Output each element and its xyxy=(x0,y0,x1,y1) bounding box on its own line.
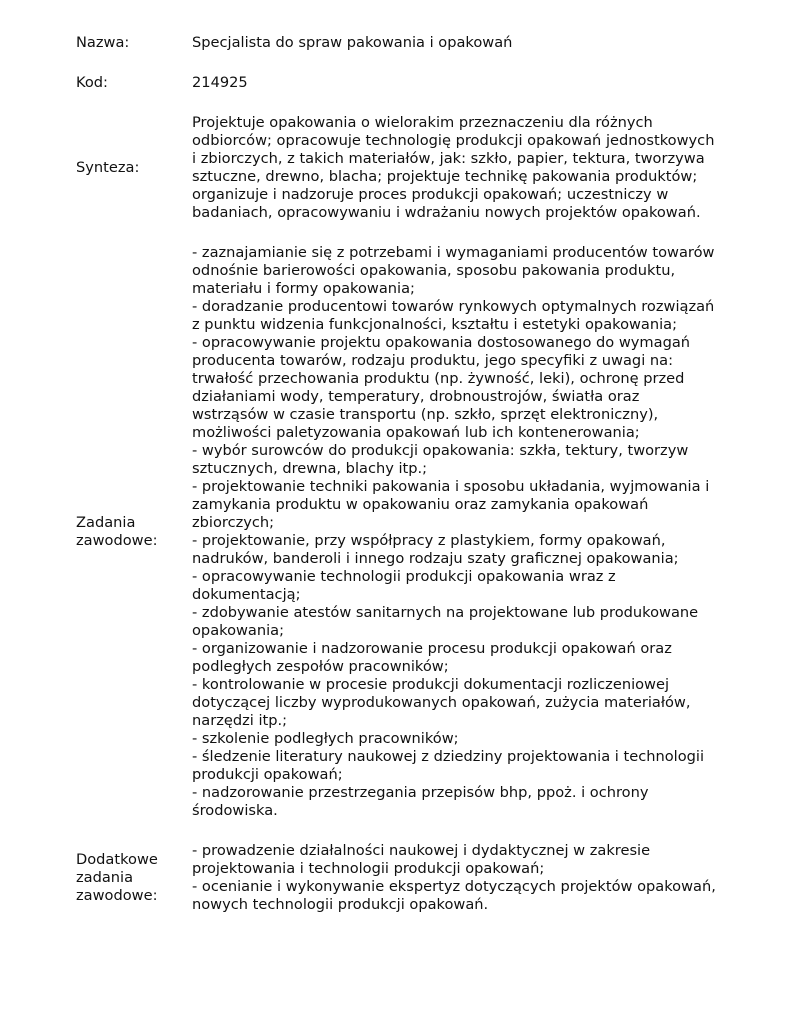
label-dodatkowe-line: zawodowe: xyxy=(76,887,158,904)
spacer xyxy=(192,92,760,114)
zadania-line: producenta towarów, rodzaju produktu, jego specyfiki z uwagi na: xyxy=(192,352,673,369)
zadania-line: z punktu widzenia funkcjonalności, kształtu i estetyki opakowania; xyxy=(192,316,678,333)
label-dodatkowe-line: zadania xyxy=(76,869,134,886)
label-dodatkowe xyxy=(70,842,192,914)
zadania-line: dotyczącej liczby wyprodukowanych opakowań, zużycia materiałów, xyxy=(192,694,691,711)
zadania-line: - zaznajamianie się z potrzebami i wymaganiami producentów towarów xyxy=(192,244,715,261)
zadania-line: produkcji opakowań; xyxy=(192,766,343,783)
zadania-line: - organizowanie i nadzorowanie procesu produkcji opakowań oraz xyxy=(192,640,672,657)
value-dodatkowe xyxy=(192,842,760,914)
zadania-line: środowiska. xyxy=(192,802,278,819)
spacer xyxy=(70,52,192,74)
value-zadania xyxy=(192,244,760,820)
row-synteza xyxy=(70,114,760,222)
zadania-line: - opracowywanie projektu opakowania dostosowanego do wymagań xyxy=(192,334,691,351)
value-kod: 214925 xyxy=(192,74,248,91)
zadania-line: - szkolenie podległych pracowników; xyxy=(192,730,459,747)
spacer xyxy=(70,820,192,842)
dodatkowe-line: - prowadzenie działalności naukowej i dydaktycznej w zakresie xyxy=(192,842,651,859)
zadania-line: - doradzanie producentowi towarów rynkowych optymalnych rozwiązań xyxy=(192,298,715,315)
zadania-line: możliwości paletyzowania opakowań lub ich kontenerowania; xyxy=(192,424,640,441)
spacer xyxy=(192,52,760,74)
zadania-line: - wybór surowców do produkcji opakowania: szkła, tektury, tworzyw xyxy=(192,442,689,459)
label-nazwa: Nazwa: xyxy=(76,34,130,51)
zadania-line: - opracowywanie technologii produkcji opakowania wraz z xyxy=(192,568,616,585)
zadania-line: - kontrolowanie w procesie produkcji dokumentacji rozliczeniowej xyxy=(192,676,670,693)
synteza-line: odbiorców; opracowuje technologię produkcji opakowań jednostkowych xyxy=(192,132,715,149)
zadania-line: - zdobywanie atestów sanitarnych na projektowane lub produkowane xyxy=(192,604,699,621)
zadania-line: narzędzi itp.; xyxy=(192,712,288,729)
row-nazwa xyxy=(70,34,760,52)
row-zadania xyxy=(70,244,760,820)
dodatkowe-line: - ocenianie i wykonywanie ekspertyz dotyczących projektów opakowań, xyxy=(192,878,716,895)
zadania-line: materiału i formy opakowania; xyxy=(192,280,415,297)
value-synteza xyxy=(192,114,760,222)
label-kod: Kod: xyxy=(76,74,108,91)
zadania-line: trwałość przechowania produktu (np. żywność, leki), ochronę przed xyxy=(192,370,685,387)
synteza-line: i zbiorczych, z takich materiałów, jak: szkło, papier, tektura, tworzywa xyxy=(192,150,705,167)
zadania-line: podległych zespołów pracowników; xyxy=(192,658,449,675)
zadania-line: dokumentacją; xyxy=(192,586,301,603)
zadania-line: zbiorczych; xyxy=(192,514,275,531)
zadania-line: - nadzorowanie przestrzegania przepisów bhp, ppoż. i ochrony xyxy=(192,784,649,801)
spacer xyxy=(70,222,192,244)
zadania-line: - śledzenie literatury naukowej z dziedziny projektowania i technologii xyxy=(192,748,705,765)
zadania-line: nadruków, banderoli i innego rodzaju szaty graficznej opakowania; xyxy=(192,550,679,567)
zadania-line: zamykania produktu w opakowaniu oraz zamykania opakowań xyxy=(192,496,649,513)
row-dodatkowe xyxy=(70,842,760,914)
dodatkowe-line: projektowania i technologii produkcji opakowań; xyxy=(192,860,545,877)
label-synteza: Synteza: xyxy=(76,159,140,176)
label-zadania xyxy=(70,244,192,820)
zadania-line: działaniami wody, temperatury, drobnoustrojów, światła oraz xyxy=(192,388,640,405)
zadania-line: - projektowanie, przy współpracy z plastykiem, formy opakowań, xyxy=(192,532,666,549)
zadania-line: wstrząsów w czasie transportu (np. szkło, sprzęt elektroniczny), xyxy=(192,406,659,423)
label-dodatkowe-line: Dodatkowe xyxy=(76,851,158,868)
spacer xyxy=(70,92,192,114)
spacer xyxy=(192,222,760,244)
occupation-profile-table xyxy=(70,34,760,914)
label-zadania-line: Zadania xyxy=(76,514,136,531)
zadania-line: - projektowanie techniki pakowania i sposobu układania, wyjmowania i xyxy=(192,478,710,495)
synteza-line: badaniach, opracowywaniu i wdrażaniu nowych projektów opakowań. xyxy=(192,204,701,221)
synteza-line: Projektuje opakowania o wielorakim przeznaczeniu dla różnych xyxy=(192,114,653,131)
synteza-line: organizuje i nadzoruje proces produkcji opakowań; uczestniczy w xyxy=(192,186,669,203)
zadania-line: sztucznych, drewna, blachy itp.; xyxy=(192,460,428,477)
synteza-line: sztuczne, drewno, blacha; projektuje technikę pakowania produktów; xyxy=(192,168,698,185)
zadania-line: opakowania; xyxy=(192,622,285,639)
row-kod xyxy=(70,74,760,92)
value-nazwa: Specjalista do spraw pakowania i opakowań xyxy=(192,34,513,51)
spacer xyxy=(192,820,760,842)
zadania-line: odnośnie barierowości opakowania, sposobu pakowania produktu, xyxy=(192,262,676,279)
label-zadania-line: zawodowe: xyxy=(76,532,158,549)
dodatkowe-line: nowych technologii produkcji opakowań. xyxy=(192,896,489,913)
